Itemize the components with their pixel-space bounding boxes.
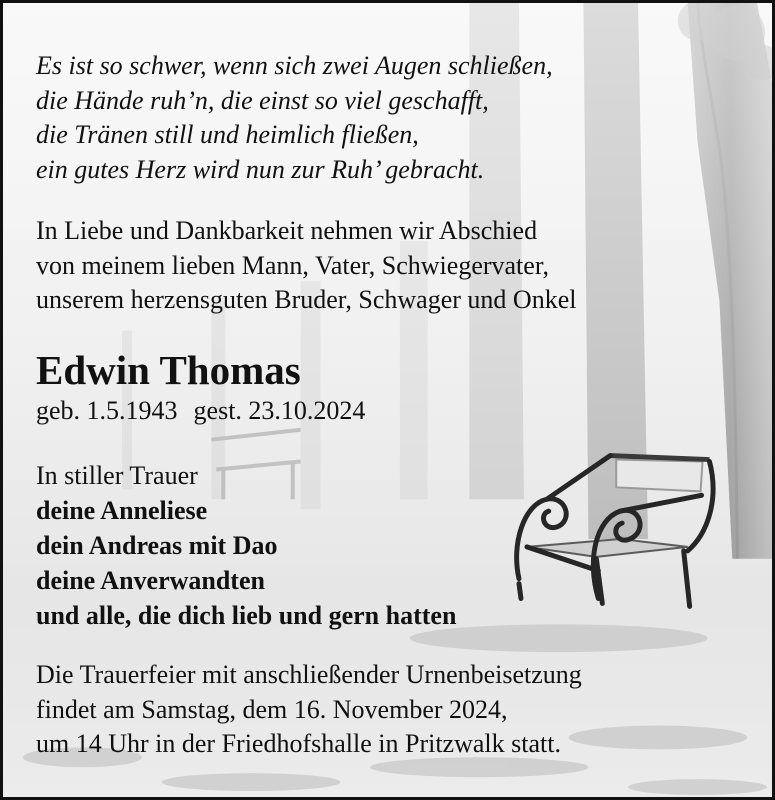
funeral-service-info	[36, 658, 582, 762]
birth-date: geb. 1.5.1943	[36, 396, 178, 425]
mourners-list	[36, 458, 456, 633]
mourner-name: deine Anneliese	[36, 496, 208, 525]
intro-line: unserem herzensguten Bruder, Schwager und Onkel	[36, 285, 577, 314]
mourner-name: deine Anverwandten	[36, 566, 265, 595]
service-line: findet am Samstag, dem 16. November 2024,	[36, 694, 508, 724]
death-date: gest. 23.10.2024	[193, 396, 366, 425]
poem	[36, 49, 553, 187]
poem-line: die Hände ruh’n, die einst so viel geschafft,	[36, 85, 489, 115]
life-dates	[36, 395, 381, 427]
service-line: um 14 Uhr in der Friedhofshalle in Pritzwalk statt.	[36, 729, 561, 758]
farewell-intro	[36, 214, 576, 318]
deceased-name: Edwin Thomas	[36, 347, 301, 393]
mourner-name: und alle, die dich lieb und gern hatten	[36, 601, 457, 630]
poem-line: die Tränen still und heimlich fließen,	[36, 120, 419, 149]
poem-line: Es ist so schwer, wenn sich zwei Augen schließen,	[36, 51, 553, 80]
mourner-name: dein Andreas mit Dao	[36, 531, 278, 560]
poem-line: ein gutes Herz wird nun zur Ruh’ gebracht.	[36, 154, 485, 184]
intro-line: In Liebe und Dankbarkeit nehmen wir Abschied	[36, 216, 538, 245]
intro-line: von meinem lieben Mann, Vater, Schwiegervater,	[36, 250, 549, 280]
mourning-lead: In stiller Trauer	[36, 461, 198, 490]
service-line: Die Trauerfeier mit anschließender Urnenbeisetzung	[36, 660, 582, 689]
